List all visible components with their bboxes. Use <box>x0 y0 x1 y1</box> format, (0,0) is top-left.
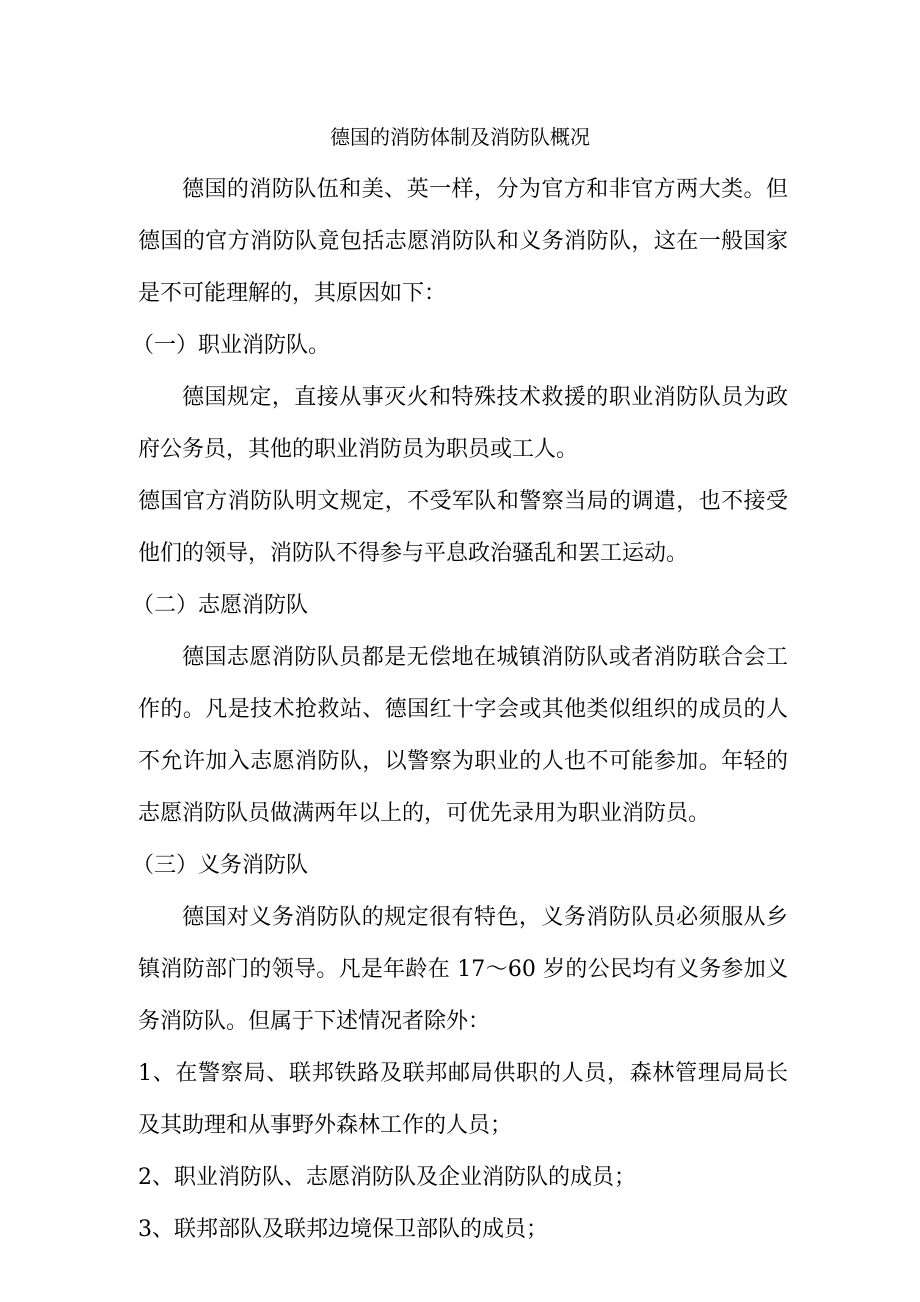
paragraph-professional: 德国规定，直接从事灭火和特殊技术救援的职业消防队员为政府公务员，其他的职业消防员为职员或工人。 <box>138 385 788 462</box>
section-heading-3: （三）义务消防队 <box>132 853 309 878</box>
list-item-3: 3、联邦部队及联邦边境保卫部队的成员； <box>138 1217 548 1242</box>
list-item-2: 2、职业消防队、志愿消防队及企业消防队的成员； <box>138 1165 636 1190</box>
section-heading-1: （一）职业消防队。 <box>132 333 331 358</box>
paragraph-volunteer: 德国志愿消防队员都是无偿地在城镇消防队或者消防联合会工作的。凡是技术抢救站、德国红十字会或其他类似组织的成员的人不允许加入志愿消防队，以警察为职业的人也不可能参加。年轻的志愿消防队员做满两年以上的，可优先录用为职业消防员。 <box>138 645 788 826</box>
list-item-1: 1、在警察局、联邦铁路及联邦邮局供职的人员，森林管理局局长及其助理和从事野外森林工作的人员； <box>138 1061 788 1138</box>
paragraph-official-rules: 德国官方消防队明文规定，不受军队和警察当局的调遣，也不接受他们的领导，消防队不得参与平息政治骚乱和罢工运动。 <box>138 489 788 566</box>
paragraph-compulsory: 德国对义务消防队的规定很有特色，义务消防队员必须服从乡镇消防部门的领导。凡是年龄在 17～60 岁的公民均有义务参加义务消防队。但属于下述情况者除外： <box>138 905 788 1034</box>
section-heading-2: （二）志愿消防队 <box>132 593 309 618</box>
page-title: 德国的消防体制及消防队概况 <box>330 125 590 149</box>
document-body <box>132 164 788 1256</box>
paragraph-intro: 德国的消防队伍和美、英一样，分为官方和非官方两大类。但德国的官方消防队竟包括志愿消防队和义务消防队，这在一般国家是不可能理解的，其原因如下： <box>138 177 788 306</box>
